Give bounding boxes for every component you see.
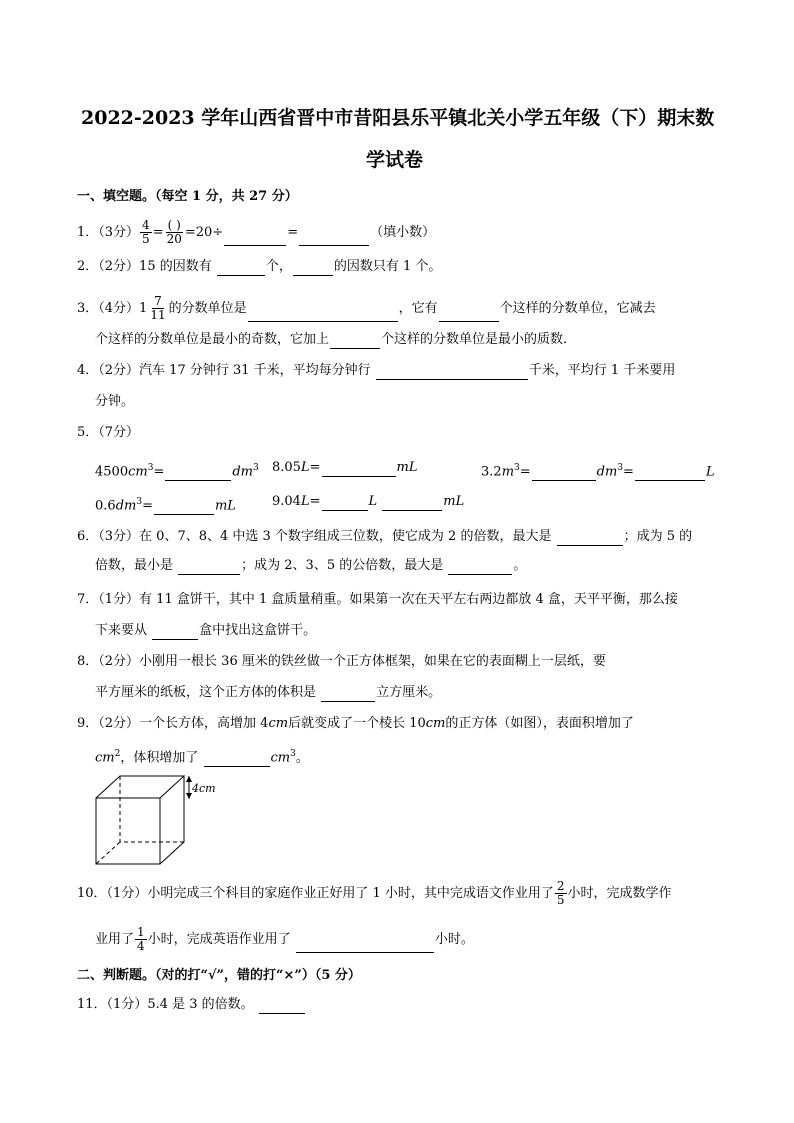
question-3: 3．（4分）1 $\frac{7}{11}$ 的分数单位是 ，它有 个这样的分数单位，它减去 — [77, 294, 656, 322]
answer-blank[interactable] — [448, 560, 512, 575]
question-7-line2: 下来要从 盒中找出这盒饼干。 — [95, 623, 317, 638]
answer-blank[interactable] — [322, 496, 368, 511]
cube-right-face — [160, 776, 184, 864]
answer-blank[interactable] — [439, 307, 499, 322]
answer-blank[interactable] — [248, 307, 398, 322]
answer-blank[interactable] — [376, 365, 528, 380]
question-4: 4．（2分）汽车 17 分钟行 31 千米，平均每分钟行 千米，平均行 1 千米要用 — [77, 363, 676, 378]
answer-blank[interactable] — [165, 466, 231, 481]
section-heading-judgement: 二、判断题。（对的打“√”，错的打“×”）（5 分） — [77, 968, 361, 983]
question-4-line2: 分钟。 — [95, 394, 135, 409]
page-title-line1: 2022-2023 学年山西省晋中市昔阳县乐平镇北关小学五年级（下）期末数 — [81, 107, 715, 129]
q5-row1-item1: $4500cm^3= dm^3$ — [95, 463, 259, 480]
page-title-line2: 学试卷 — [366, 149, 424, 171]
answer-blank[interactable] — [322, 462, 396, 477]
question-6-line2: 倍数，最小是 ；成为 2、3、5 的公倍数，最大是 。 — [95, 558, 527, 573]
answer-blank[interactable] — [382, 496, 442, 511]
answer-blank[interactable] — [296, 938, 434, 953]
question-1: 1．（3分） $\frac{4}{5}$ = $\frac{( )}{20}$ =20÷ = （填小数） — [77, 218, 436, 246]
question-8: 8．（2分）小刚用一根长 36 厘米的铁丝做一个正方体框架，如果在它的表面糊上一层纸，要 — [77, 654, 606, 669]
question-8-line2: 平方厘米的纸板，这个正方体的体积是 立方厘米。 — [95, 685, 442, 700]
answer-blank[interactable] — [557, 531, 623, 546]
answer-blank[interactable] — [152, 625, 198, 640]
q1-fraction-1: $\frac{4}{5}$ — [142, 218, 150, 246]
answer-blank[interactable] — [321, 687, 375, 702]
q10-fraction-1: $\frac{2}{5}$ — [556, 879, 565, 907]
question-11: 11．（1分）5.4 是 3 的倍数。 — [77, 996, 306, 1014]
answer-blank[interactable] — [217, 261, 265, 276]
dimension-label: 4cm — [192, 782, 216, 795]
answer-blank[interactable] — [299, 231, 369, 246]
answer-blank[interactable] — [532, 466, 596, 481]
q5-row1-item2: 8.05L= mL — [272, 460, 418, 475]
q3-fraction: $\frac{7}{11}$ — [150, 294, 166, 322]
cube-top-face — [96, 776, 184, 798]
question-10-line2: 业用了 $\frac{1}{4}$ 小时，完成英语作业用了 小时。 — [95, 925, 474, 953]
q10-fraction-2: $\frac{1}{4}$ — [137, 925, 145, 953]
answer-blank[interactable] — [635, 466, 705, 481]
q1-number: 1．（3分） — [77, 225, 140, 240]
question-5: 5．（7分） — [77, 425, 140, 440]
cube-hidden-edge — [96, 842, 120, 864]
cube-hidden-edges — [120, 776, 184, 842]
section-heading-fill-blank: 一、填空题。（每空 1 分，共 27 分） — [77, 189, 298, 204]
question-10: 10．（1分）小明完成三个科目的家庭作业正好用了 1 小时，其中完成语文作业用了 $\frac{2}{5}$ 小时，完成数学作 — [77, 879, 672, 907]
question-3-line2: 个这样的分数单位是最小的奇数，它加上 个这样的分数单位是最小的质数． — [95, 332, 577, 347]
answer-blank[interactable] — [293, 261, 333, 276]
question-6: 6．（3分）在 0、7、8、4 中选 3 个数字组成三位数，使它成为 2 的倍数，最大是 ；成为 5 的 — [77, 529, 693, 544]
question-9-line2: $cm^2$，体积增加了 $cm^3$。 — [95, 749, 309, 766]
question-7: 7．（1分）有 11 盒饼干，其中 1 盒质量稍重。如果第一次在天平左右两边都放 4 盒，天平平衡，那么接 — [77, 592, 678, 607]
q5-row2-item2: 9.04L= L mL — [272, 494, 465, 509]
answer-blank[interactable] — [204, 752, 270, 767]
q1-fraction-2: $\frac{( )}{20}$ — [166, 218, 182, 246]
cube-figure — [92, 772, 222, 868]
answer-blank[interactable] — [178, 560, 240, 575]
answer-blank[interactable] — [224, 231, 286, 246]
q5-row2-item1: $0.6dm^3=$ mL — [95, 497, 236, 514]
answer-blank[interactable] — [154, 500, 214, 515]
question-2: 2．（2分）15 的因数有 个， 的因数只有 1 个。 — [77, 259, 442, 274]
answer-blank[interactable] — [330, 334, 380, 349]
question-9: 9．（2分）一个长方体，高增加 4cm后就变成了一个棱长 10cm的正方体（如图），表面积增加了 — [77, 716, 634, 731]
q5-row1-item3: $3.2m^3= dm^3= L$ — [481, 463, 715, 480]
answer-blank[interactable] — [259, 999, 305, 1014]
cube-front-face — [96, 798, 160, 864]
